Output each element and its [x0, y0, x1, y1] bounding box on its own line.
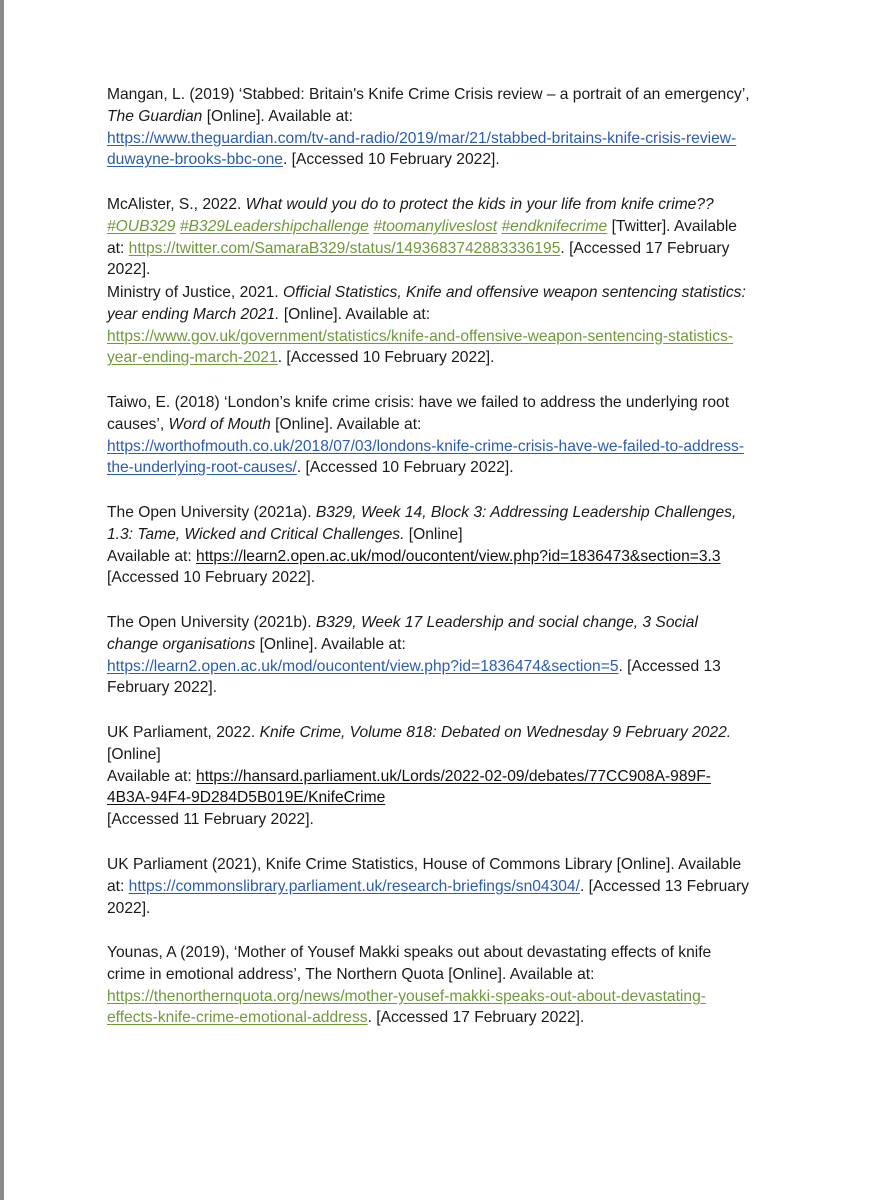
- reference-url-link[interactable]: duwayne-brooks-bbc-one: [107, 151, 283, 169]
- reference-text: Taiwo, E. (2018) ‘London’s knife crime crisis: have we failed to address the underlying root: [107, 394, 730, 411]
- reference-line: [107, 392, 807, 414]
- reference-title: B329, Week 14, Block 3: Addressing Leadership Challenges,: [315, 504, 737, 521]
- reference-entry-moj: [107, 282, 807, 369]
- reference-line: [107, 282, 807, 304]
- reference-line: [107, 238, 807, 260]
- reference-text: Ministry of Justice, 2021.: [107, 284, 283, 301]
- reference-line: [107, 612, 807, 634]
- hashtag-link[interactable]: #B329Leadershipchallenge: [179, 217, 369, 235]
- reference-title: Knife Crime, Volume 818: Debated on Wednesday 9 February 2022.: [259, 724, 732, 741]
- reference-text: . [Accessed 13: [618, 657, 721, 675]
- reference-line: [107, 787, 807, 809]
- reference-text: at:: [107, 239, 129, 257]
- reference-line: [107, 942, 807, 964]
- reference-title: What would you do to protect the kids in your life from knife crime??: [245, 196, 714, 213]
- reference-text: at:: [107, 877, 129, 895]
- reference-line: [107, 347, 807, 369]
- reference-text: [Accessed 11 February 2022].: [107, 811, 314, 829]
- reference-url-link[interactable]: https://commonslibrary.parliament.uk/research-briefings/sn04304/: [128, 877, 580, 895]
- reference-text: McAlister, S., 2022.: [107, 196, 246, 213]
- reference-url-link[interactable]: https://twitter.com/SamaraB329/status/1493683742883336195: [128, 239, 561, 257]
- reference-entry-taiwo: [107, 392, 807, 479]
- reference-entry-uk-parliament-2021: [107, 854, 807, 919]
- reference-text: [Online]. Available at:: [202, 107, 353, 125]
- reference-title: change organisations: [107, 635, 256, 653]
- reference-text: . [Accessed 17 February: [560, 239, 730, 257]
- reference-title: Official Statistics, Knife and offensive weapon sentencing statistics:: [282, 284, 746, 301]
- reference-url-link[interactable]: https://hansard.parliament.uk/Lords/2022-02-09/debates/77CC908A-989F-: [196, 767, 711, 785]
- reference-line: [107, 1007, 807, 1029]
- reference-url-link[interactable]: effects-knife-crime-emotional-address: [107, 1009, 368, 1027]
- reference-entry-ou-2021b: [107, 612, 807, 699]
- reference-line: [107, 744, 807, 766]
- reference-url-link[interactable]: https://learn2.open.ac.uk/mod/oucontent/view.php?id=1836473&section=3.3: [196, 547, 721, 565]
- reference-title: 1.3: Tame, Wicked and Critical Challenges.: [107, 525, 405, 543]
- reference-text: UK Parliament (2021), Knife Crime Statistics, House of Commons Library [Online]. Available: [107, 856, 742, 873]
- reference-url-link[interactable]: https://thenorthernquota.org/news/mother-yousef-makki-speaks-out-about-devastating-: [107, 987, 706, 1005]
- reference-line: [107, 149, 807, 171]
- hashtag-link[interactable]: #OUB329: [107, 217, 176, 235]
- reference-text: [Online]. Available at:: [279, 305, 431, 323]
- reference-line: [107, 414, 807, 436]
- reference-text: [Twitter]. Available: [607, 217, 737, 235]
- reference-text: February 2022].: [107, 679, 218, 697]
- reference-text: crime in emotional address’, The Northern Quota [Online]. Available at:: [107, 965, 595, 983]
- reference-line: [107, 567, 807, 589]
- reference-url-link[interactable]: 4B3A-94F4-9D284D5B019E/KnifeCrime: [107, 789, 386, 807]
- reference-url-link[interactable]: https://www.theguardian.com/tv-and-radio/2019/mar/21/stabbed-britains-knife-crisis-review-: [107, 129, 737, 147]
- reference-line: [107, 898, 807, 920]
- reference-line: [107, 216, 807, 238]
- reference-text: Mangan, L. (2019) ‘Stabbed: Britain's Knife Crime Crisis review – a portrait of an emergency’,: [107, 86, 750, 103]
- reference-url-link[interactable]: the-underlying-root-causes/: [107, 459, 297, 477]
- reference-line: [107, 964, 807, 986]
- reference-text: [Online]: [107, 745, 161, 763]
- reference-text: The Open University (2021b).: [107, 614, 316, 631]
- page-left-edge: [0, 0, 4, 1200]
- reference-line: [107, 722, 807, 744]
- hashtag-link[interactable]: #endknifecrime: [501, 217, 608, 235]
- reference-text: UK Parliament, 2022.: [107, 724, 260, 741]
- reference-line: [107, 546, 807, 568]
- reference-url-link[interactable]: https://learn2.open.ac.uk/mod/oucontent/view.php?id=1836474&section=5: [107, 657, 619, 675]
- reference-line: [107, 194, 807, 216]
- hashtag-link[interactable]: #toomanyliveslost: [373, 217, 498, 235]
- reference-text: . [Accessed 10 February 2022].: [296, 459, 514, 477]
- reference-line: [107, 457, 807, 479]
- reference-line: [107, 876, 807, 898]
- reference-line: [107, 128, 807, 150]
- reference-text: [Accessed 10 February 2022].: [107, 569, 316, 587]
- reference-line: [107, 524, 807, 546]
- reference-line: [107, 326, 807, 348]
- reference-line: [107, 809, 807, 831]
- reference-text: Younas, A (2019), ‘Mother of Yousef Makki speaks out about devastating effects of knife: [107, 944, 712, 961]
- reference-entry-mangan: [107, 84, 807, 171]
- reference-url-link[interactable]: https://worthofmouth.co.uk/2018/07/03/londons-knife-crime-crisis-have-we-failed-to-address-: [107, 437, 745, 455]
- reference-line: [107, 986, 807, 1008]
- reference-text: . [Accessed 10 February 2022].: [282, 151, 500, 169]
- reference-text: [Online]: [404, 525, 463, 543]
- reference-text: . [Accessed 10 February 2022].: [277, 349, 495, 367]
- reference-line: [107, 656, 807, 678]
- reference-text: Available at:: [107, 547, 197, 565]
- reference-line: [107, 634, 807, 656]
- reference-entry-younas: [107, 942, 807, 1029]
- reference-text: [Online]. Available at:: [270, 415, 422, 433]
- reference-line: [107, 502, 807, 524]
- reference-line: [107, 106, 807, 128]
- reference-title: B329, Week 17 Leadership and social change, 3 Social: [315, 614, 698, 631]
- reference-text: [Online]. Available at:: [255, 635, 406, 653]
- reference-url-link[interactable]: year-ending-march-2021: [107, 349, 278, 367]
- reference-line: [107, 677, 807, 699]
- reference-url-link[interactable]: https://www.gov.uk/government/statistics/knife-and-offensive-weapon-sentencing-statistics-: [107, 327, 734, 345]
- reference-title: year ending March 2021.: [107, 305, 280, 323]
- reference-line: [107, 304, 807, 326]
- reference-line: [107, 84, 807, 106]
- reference-text: . [Accessed 17 February 2022].: [367, 1009, 585, 1027]
- reference-title: The Guardian: [107, 107, 203, 125]
- reference-entry-ou-2021a: [107, 502, 807, 589]
- reference-text: causes’,: [107, 415, 169, 433]
- reference-text: 2022].: [107, 261, 151, 279]
- reference-entry-mcalister: [107, 194, 807, 281]
- reference-line: [107, 766, 807, 788]
- reference-line: [107, 436, 807, 458]
- reference-title: Word of Mouth: [168, 415, 271, 433]
- reference-line: [107, 854, 807, 876]
- reference-entry-uk-parliament-2022: [107, 722, 807, 831]
- reference-text: Available at:: [107, 767, 197, 785]
- reference-text: 2022].: [107, 899, 151, 917]
- reference-line: [107, 259, 807, 281]
- reference-text: The Open University (2021a).: [107, 504, 316, 521]
- reference-text: . [Accessed 13 February: [579, 877, 749, 895]
